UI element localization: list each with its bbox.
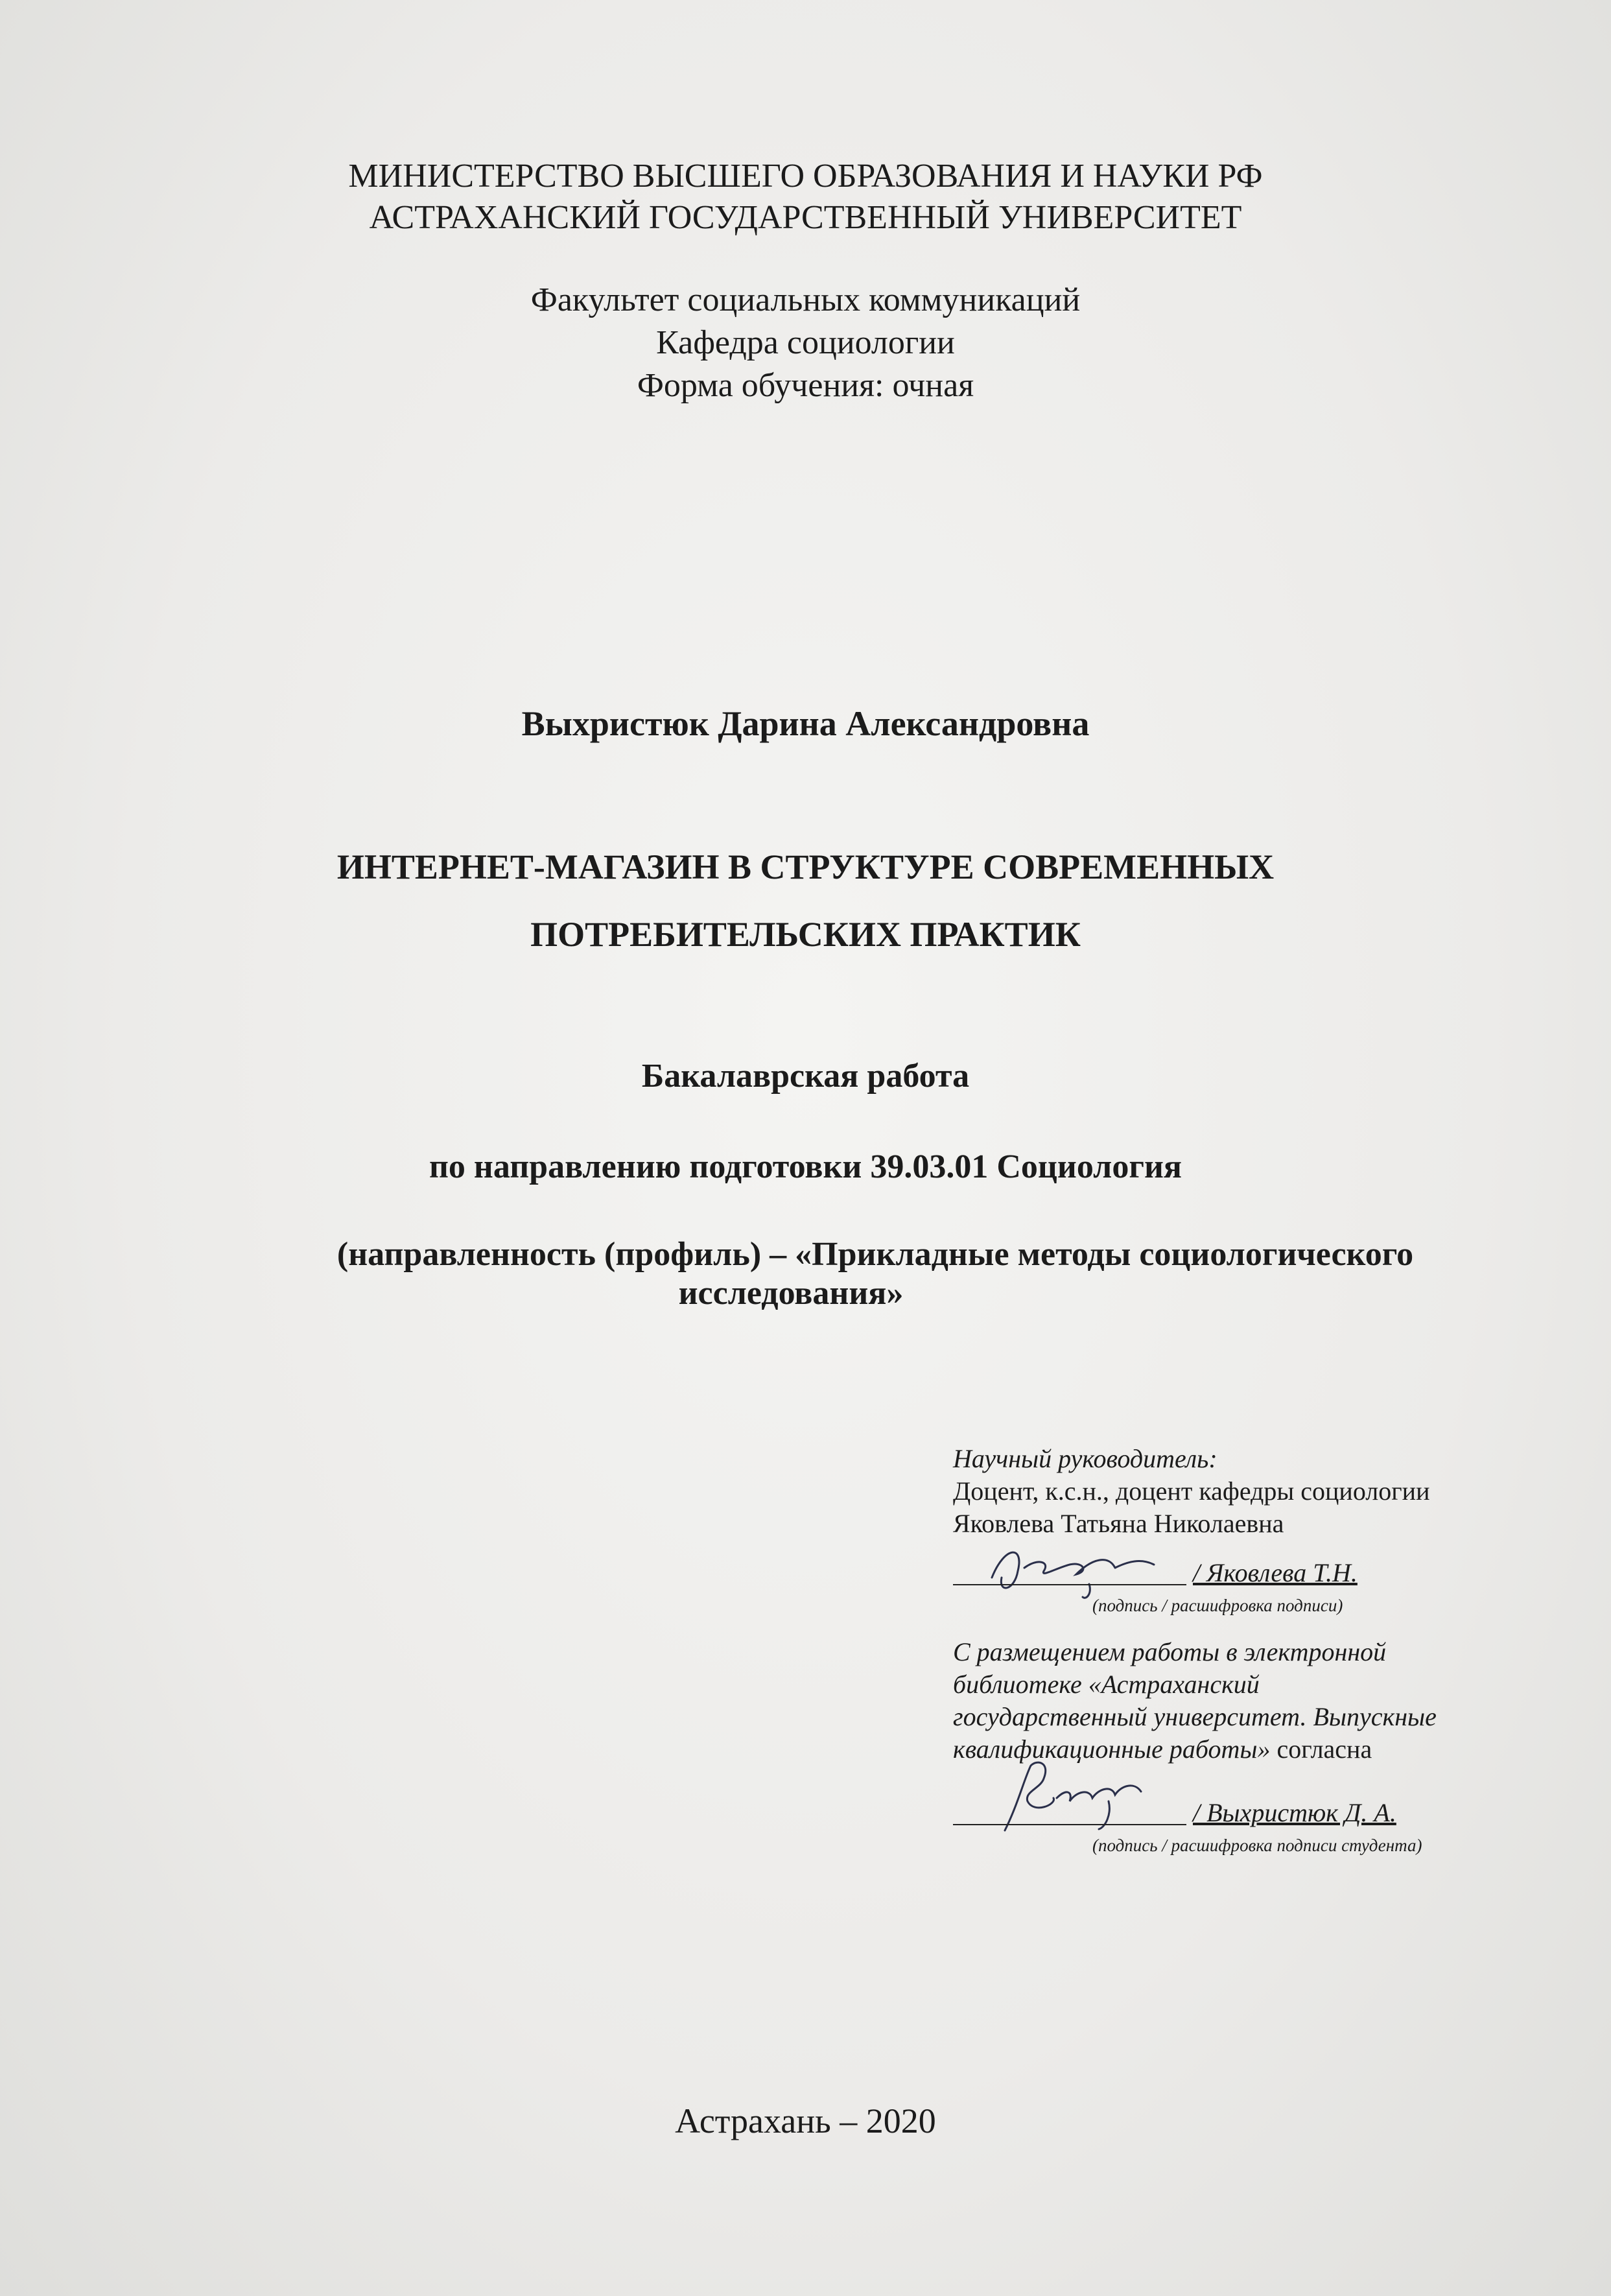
- work-type: Бакалаврская работа: [641, 1058, 970, 1095]
- university-line: АСТРАХАНСКИЙ ГОСУДАРСТВЕННЫЙ УНИВЕРСИТЕТ: [369, 199, 1242, 236]
- supervisor-signature-name: / Яковлева Т.Н.: [1193, 1558, 1358, 1587]
- student-signature-rule: [953, 1824, 1186, 1825]
- thesis-title-line1: ИНТЕРНЕТ-МАГАЗИН В СТРУКТУРЕ СОВРЕМЕННЫХ: [336, 847, 1275, 886]
- student-signature-caption: (подпись / расшифровка подписи студента): [1092, 1836, 1422, 1855]
- study-form: Форма обучения: очная: [637, 367, 974, 404]
- author-name: Выхристюк Дарина Александровна: [521, 704, 1090, 743]
- city-year: Астрахань – 2020: [675, 2101, 936, 2140]
- thesis-title-line2: ПОТРЕБИТЕЛЬСКИХ ПРАКТИК: [530, 915, 1081, 954]
- supervisor-signature-line: [953, 1545, 1601, 1615]
- supervisor-signature-caption: (подпись / расшифровка подписи): [1092, 1596, 1343, 1615]
- supervisor-signature-rule: [953, 1584, 1186, 1585]
- student-signature-line: [953, 1785, 1601, 1855]
- study-profile: [259, 1235, 1491, 1313]
- supervisor-label: Научный руководитель:: [953, 1444, 1217, 1473]
- consent-line3: государственный университет. Выпускные: [953, 1702, 1437, 1731]
- faculty-name: Факультет социальных коммуникаций: [530, 281, 1081, 318]
- student-signature-name: / Выхристюк Д. А.: [1193, 1798, 1396, 1827]
- profile-line2: исследования»: [678, 1275, 904, 1312]
- signatures-block: [953, 1443, 1601, 1855]
- consent-line4-italic: квалификационные работы»: [953, 1734, 1271, 1764]
- faculty-block: [0, 279, 1611, 407]
- consent-line1: С размещением работы в электронной: [953, 1637, 1387, 1666]
- department-name: Кафедра социологии: [656, 324, 955, 361]
- consent-line4-tail: согласна: [1270, 1734, 1372, 1764]
- study-direction: по направлению подготовки 39.03.01 Социология: [429, 1148, 1182, 1185]
- supervisor-position: Доцент, к.с.н., доцент кафедры социологии: [953, 1476, 1430, 1506]
- ministry-header: [0, 156, 1611, 239]
- consent-line2: библиотеке «Астраханский: [953, 1670, 1260, 1699]
- ministry-line: МИНИСТЕРСТВО ВЫСШЕГО ОБРАЗОВАНИЯ И НАУКИ РФ: [348, 158, 1263, 195]
- supervisor-name: Яковлева Татьяна Николаевна: [953, 1509, 1284, 1538]
- profile-line1: (направленность (профиль) – «Прикладные методы социологического: [336, 1236, 1414, 1273]
- thesis-title: [0, 833, 1611, 968]
